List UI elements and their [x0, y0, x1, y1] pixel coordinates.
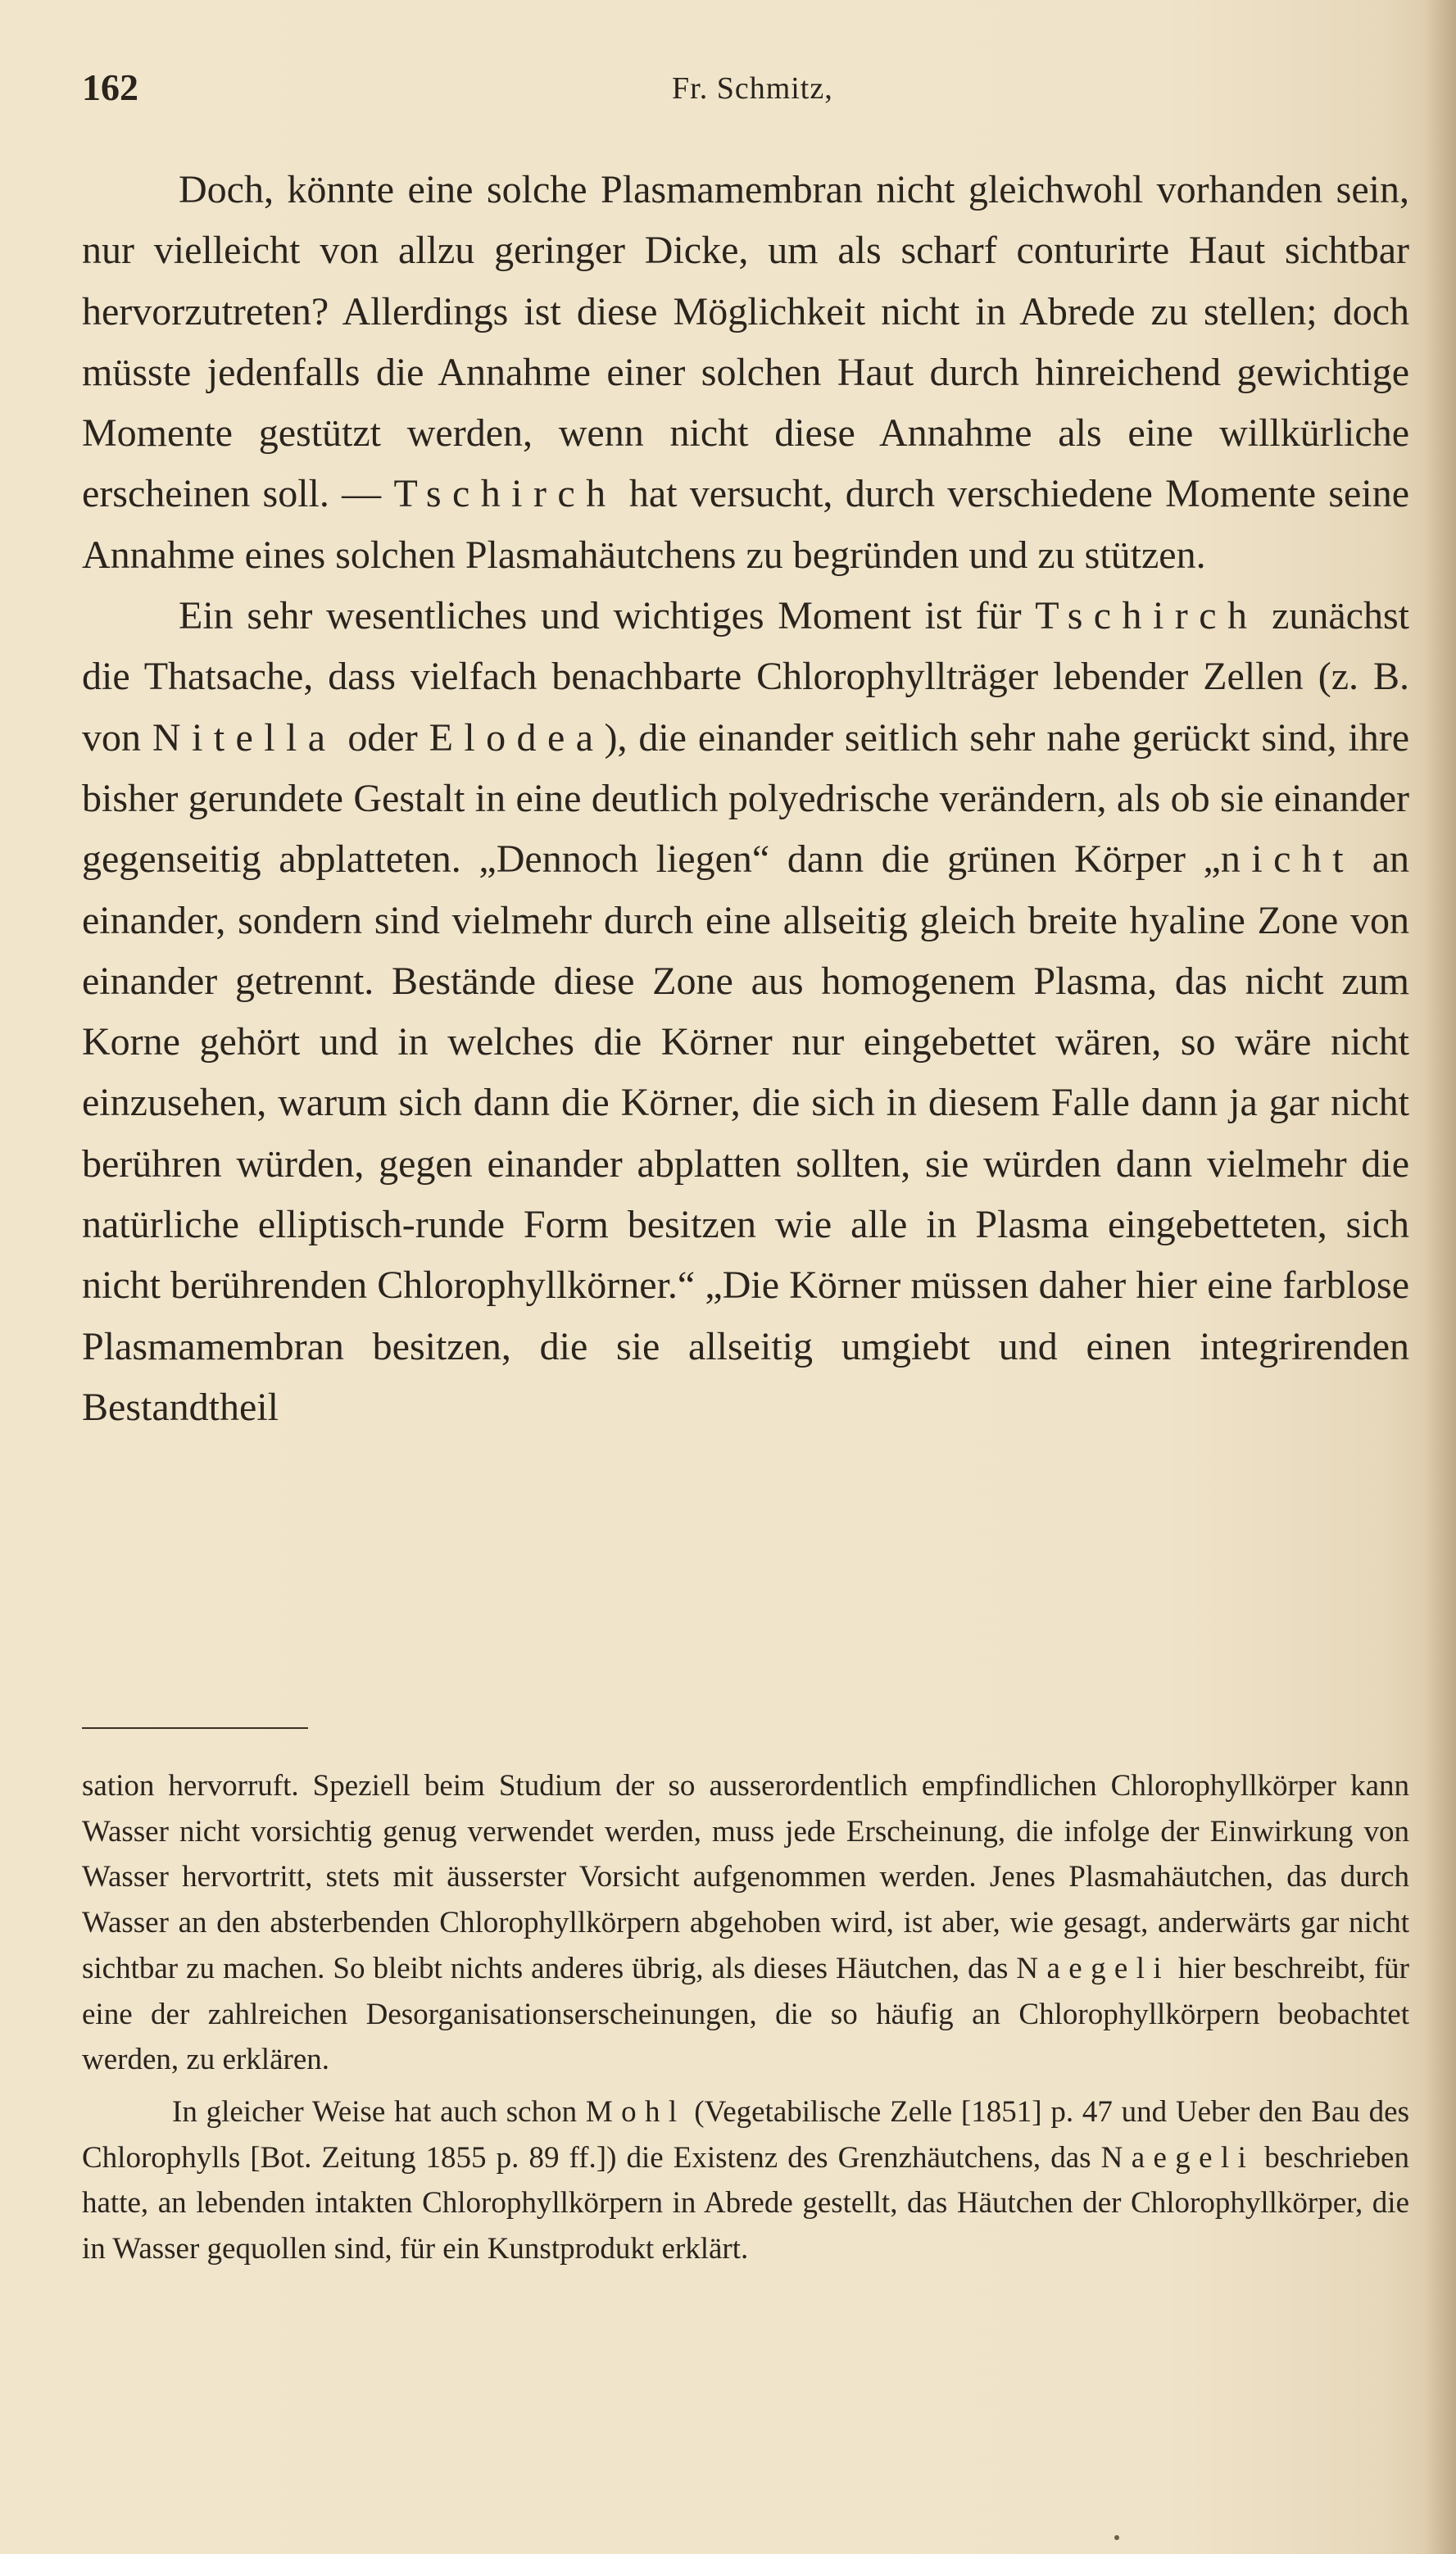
text-span: In gleicher Weise hat auch schon — [172, 2094, 586, 2129]
page-header — [82, 66, 1409, 115]
text-span: ), die einander seitlich sehr nahe gerückt sind, ihre bisher gerundete Gestalt in eine deutlich polyedrische verändern, als ob sie einander gegenseitig abplatteten. „Dennoch liegen“ dann die grünen Körper „ — [82, 715, 1409, 882]
page-edge-shadow — [1425, 0, 1456, 2554]
text-span: Ein sehr wesentliches und wichtiges Moment ist für — [179, 594, 1036, 638]
emphasis: nicht — [1220, 837, 1355, 882]
text-span: beschrieben hatte, an lebenden intakten Chlorophyllkörpern in Abrede gestellt, das Häutchen der Chlorophyllkörper, die in Wasser gequollen sind, für ein Kunstprodukt erklärt. — [82, 2140, 1409, 2266]
footnote-separator — [82, 1727, 308, 1729]
footnote-paragraph-2 — [82, 2089, 1409, 2272]
text-span: hier beschreibt, für eine der zahlreichen Desorganisationserscheinungen, die so häufig an Chlorophyllkörpern beobachtet werden, zu erklären. — [82, 1951, 1410, 2077]
text-span: hat versucht, durch verschiedene Momente seine Annahme eines solchen Plasmahäutchens zu begründen und zu stützen. — [82, 472, 1409, 577]
author-name: Naegeli — [1100, 2140, 1255, 2175]
author-name: Tschirch — [1035, 594, 1259, 638]
author-name: Tschirch — [393, 472, 617, 516]
genus-name: Nitella — [152, 715, 337, 760]
text-span: Doch, könnte eine solche Plasmamembran nicht gleichwohl vorhanden sein, nur vielleicht von allzu geringer Dicke, um als scharf conturirte Haut sichtbar hervorzutreten? Allerdings ist diese Möglichkeit nicht in Abrede zu stellen; doch müsste jedenfalls die Annahme einer solchen Haut durch hinreichend gewichtige Momente gestützt werden, wenn nicht diese Annahme als eine willkürliche erscheinen soll. — — [82, 168, 1409, 516]
author-name: Naegeli — [1016, 1951, 1170, 1985]
page-number: 162 — [82, 66, 138, 108]
text-span: sation hervorruft. Speziell beim Studium der so ausserordentlich empfindlichen Chlorophyllkörper kann Wasser nicht vorsichtig genug verwendet werden, muss jede Erscheinung, die infolge der Einwirkung von Wasser hervortritt, stets mit äusserster Vorsicht aufgenommen werden. Jenes Plasmahäutchen, das durch Wasser an den absterbenden Chlorophyllkörpern abgehoben wird, ist aber, wie gesagt, anderwärts gar nicht sichtbar zu machen. So bleibt nichts anderes übrig, als dieses Häutchen, das — [82, 1769, 1409, 1985]
text-span: oder — [336, 715, 429, 760]
text-span: zunächst die Thatsache, dass vielfach benachbarte Chlorophyllträger lebender Zellen (z. B. von — [82, 594, 1410, 760]
genus-name: Elodea — [429, 715, 605, 760]
paper-speck — [1114, 2535, 1119, 2540]
running-head: Fr. Schmitz, — [672, 71, 833, 106]
text-span: an einander, sondern sind vielmehr durch eine allseitig gleich breite hyaline Zone von einander getrennt. Bestände diese Zone aus homogenem Plasma, das nicht zum Korne gehört und in welches die Körner nur eingebettet wären, so wäre nicht einzusehen, warum sich dann die Körner, die sich in diesem Falle dann ja gar nicht berühren würden, gegen einander abplatten sollten, sie würden dann vielmehr die natürliche elliptisch-runde Form besitzen wie alle in Plasma eingebetteten, sich nicht berührenden Chlorophyllkörner.“ „Die Körner müssen daher hier eine farblose Plasmamembran besitzen, die sie allseitig umgiebt und einen integrirenden Bestandtheil — [82, 837, 1409, 1429]
footnote-paragraph-1 — [82, 1763, 1409, 2083]
paragraph-2 — [82, 586, 1409, 1438]
main-text — [82, 160, 1409, 1438]
text-span: (Vegetabilische Zelle [1851] p. 47 und Ueber den Bau des Chlorophylls [Bot. Zeitung 1855 p. 89 ff.]) die Existenz des Grenzhäutchens, das — [82, 2094, 1410, 2175]
author-name: Mohl — [585, 2094, 686, 2129]
footnotes — [82, 1763, 1409, 2272]
paragraph-1 — [82, 160, 1409, 586]
